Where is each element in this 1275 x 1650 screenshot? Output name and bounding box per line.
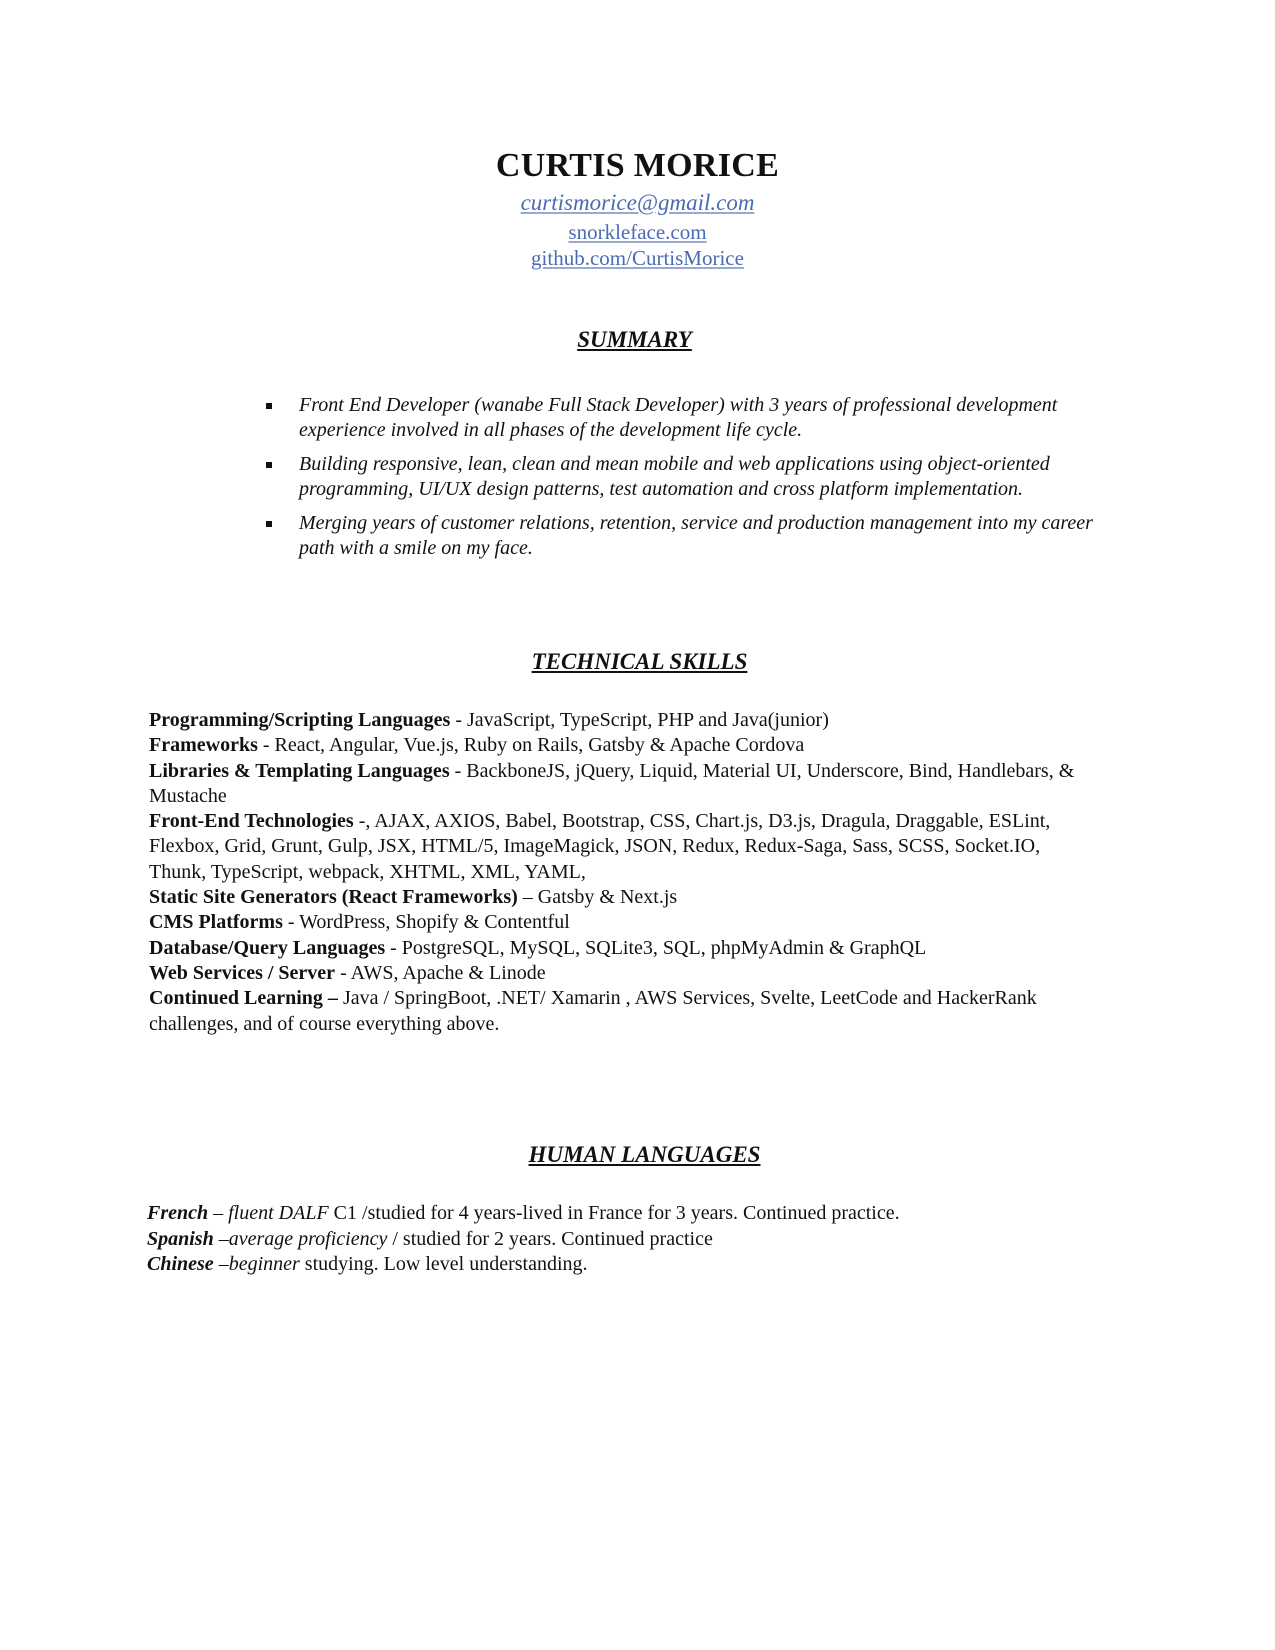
skills-heading: TECHNICAL SKILLS <box>531 649 748 674</box>
skill-label: CMS Platforms <box>149 911 283 934</box>
skill-text: - PostgreSQL, MySQL, SQLite3, SQL, phpMyAdmin & GraphQL <box>385 936 927 959</box>
language-name: Chinese <box>147 1253 214 1275</box>
language-detail: studying. Low level understanding. <box>299 1253 588 1275</box>
square-bullet-icon <box>266 403 272 409</box>
language-detail: / studied for 2 years. Continued practice <box>387 1227 713 1250</box>
skill-label: Web Services / Server <box>149 961 336 984</box>
language-row <box>147 1252 1107 1278</box>
summary-item-text: Merging years of customer relations, retention, service and production management into my career path with a smile on my face. <box>299 512 1093 559</box>
skill-text: -, AJAX, AXIOS, Babel, Bootstrap, CSS, Chart.js, D3.js, Dragula, Draggable, ESLint, Flexbox, Grid, Grunt, Gulp, JSX, HTML/5, ImageMagick, JSON, Redux, Redux-Saga, Sass, SCSS, Socket.IO, Thunk, TypeScript, webpack, XHTML, XML, YAML, <box>149 810 1051 883</box>
skill-text: – Gatsby & Next.js <box>517 886 678 909</box>
language-row <box>147 1227 1107 1253</box>
github-link[interactable]: github.com/CurtisMorice <box>531 246 744 270</box>
skill-row <box>149 961 1099 986</box>
summary-item <box>263 511 1093 561</box>
skill-row <box>149 910 1099 935</box>
language-level: – fluent DALF <box>208 1202 329 1224</box>
language-name: French <box>147 1202 209 1224</box>
email-link[interactable]: curtismorice@gmail.com <box>520 190 755 215</box>
skill-row <box>149 809 1099 885</box>
skill-row <box>149 936 1099 961</box>
language-row <box>147 1201 1107 1227</box>
summary-item-text: Front End Developer (wanabe Full Stack Developer) with 3 years of professional development experience involved in all phases of the development life cycle. <box>299 394 1058 441</box>
skill-text: - BackboneJS, jQuery, Liquid, Material UI, Underscore, Bind, Handlebars, & Mustache <box>149 759 1075 807</box>
skill-label: Database/Query Languages <box>149 936 386 959</box>
skill-text: - JavaScript, TypeScript, PHP and Java(junior) <box>450 709 829 731</box>
language-level: –beginner <box>213 1253 300 1275</box>
website-link[interactable]: snorkleface.com <box>568 220 707 244</box>
skill-row <box>149 759 1099 810</box>
summary-heading: SUMMARY <box>577 327 692 352</box>
skill-text: - WordPress, Shopify & Contentful <box>282 911 570 934</box>
skill-text: - AWS, Apache & Linode <box>335 961 546 984</box>
languages-heading: HUMAN LANGUAGES <box>528 1142 761 1167</box>
language-detail: C1 /studied for 4 years-lived in France for 3 years. Continued practice. <box>328 1202 900 1224</box>
skill-row <box>149 986 1099 1037</box>
skill-label: Front-End Technologies <box>149 810 354 833</box>
summary-list <box>263 393 1093 570</box>
skill-row <box>149 708 1099 733</box>
language-name: Spanish <box>147 1227 214 1250</box>
skill-label: Frameworks <box>149 734 258 757</box>
square-bullet-icon <box>266 462 272 468</box>
language-level: –average proficiency <box>213 1227 388 1250</box>
skill-label: Static Site Generators (React Frameworks) <box>149 886 518 909</box>
skill-text: Java / SpringBoot, .NET/ Xamarin , AWS Services, Svelte, LeetCode and HackerRank challenges, and of course everything above. <box>149 987 1037 1035</box>
skill-row <box>149 885 1099 910</box>
skill-row <box>149 733 1099 758</box>
summary-item <box>263 452 1093 502</box>
summary-item <box>263 393 1093 443</box>
summary-item-text: Building responsive, lean, clean and mean mobile and web applications using object-oriented programming, UI/UX design patterns, test automation and cross platform implementation. <box>299 453 1050 500</box>
skill-label: Libraries & Templating Languages <box>149 759 450 782</box>
candidate-name: CURTIS MORICE <box>495 147 780 184</box>
languages-section <box>147 1201 1107 1278</box>
square-bullet-icon <box>266 521 272 527</box>
skill-label: Programming/Scripting Languages <box>149 709 451 731</box>
skill-text: - React, Angular, Vue.js, Ruby on Rails, Gatsby & Apache Cordova <box>257 734 805 757</box>
skill-label: Continued Learning – <box>149 987 338 1010</box>
skills-section <box>149 708 1099 1037</box>
